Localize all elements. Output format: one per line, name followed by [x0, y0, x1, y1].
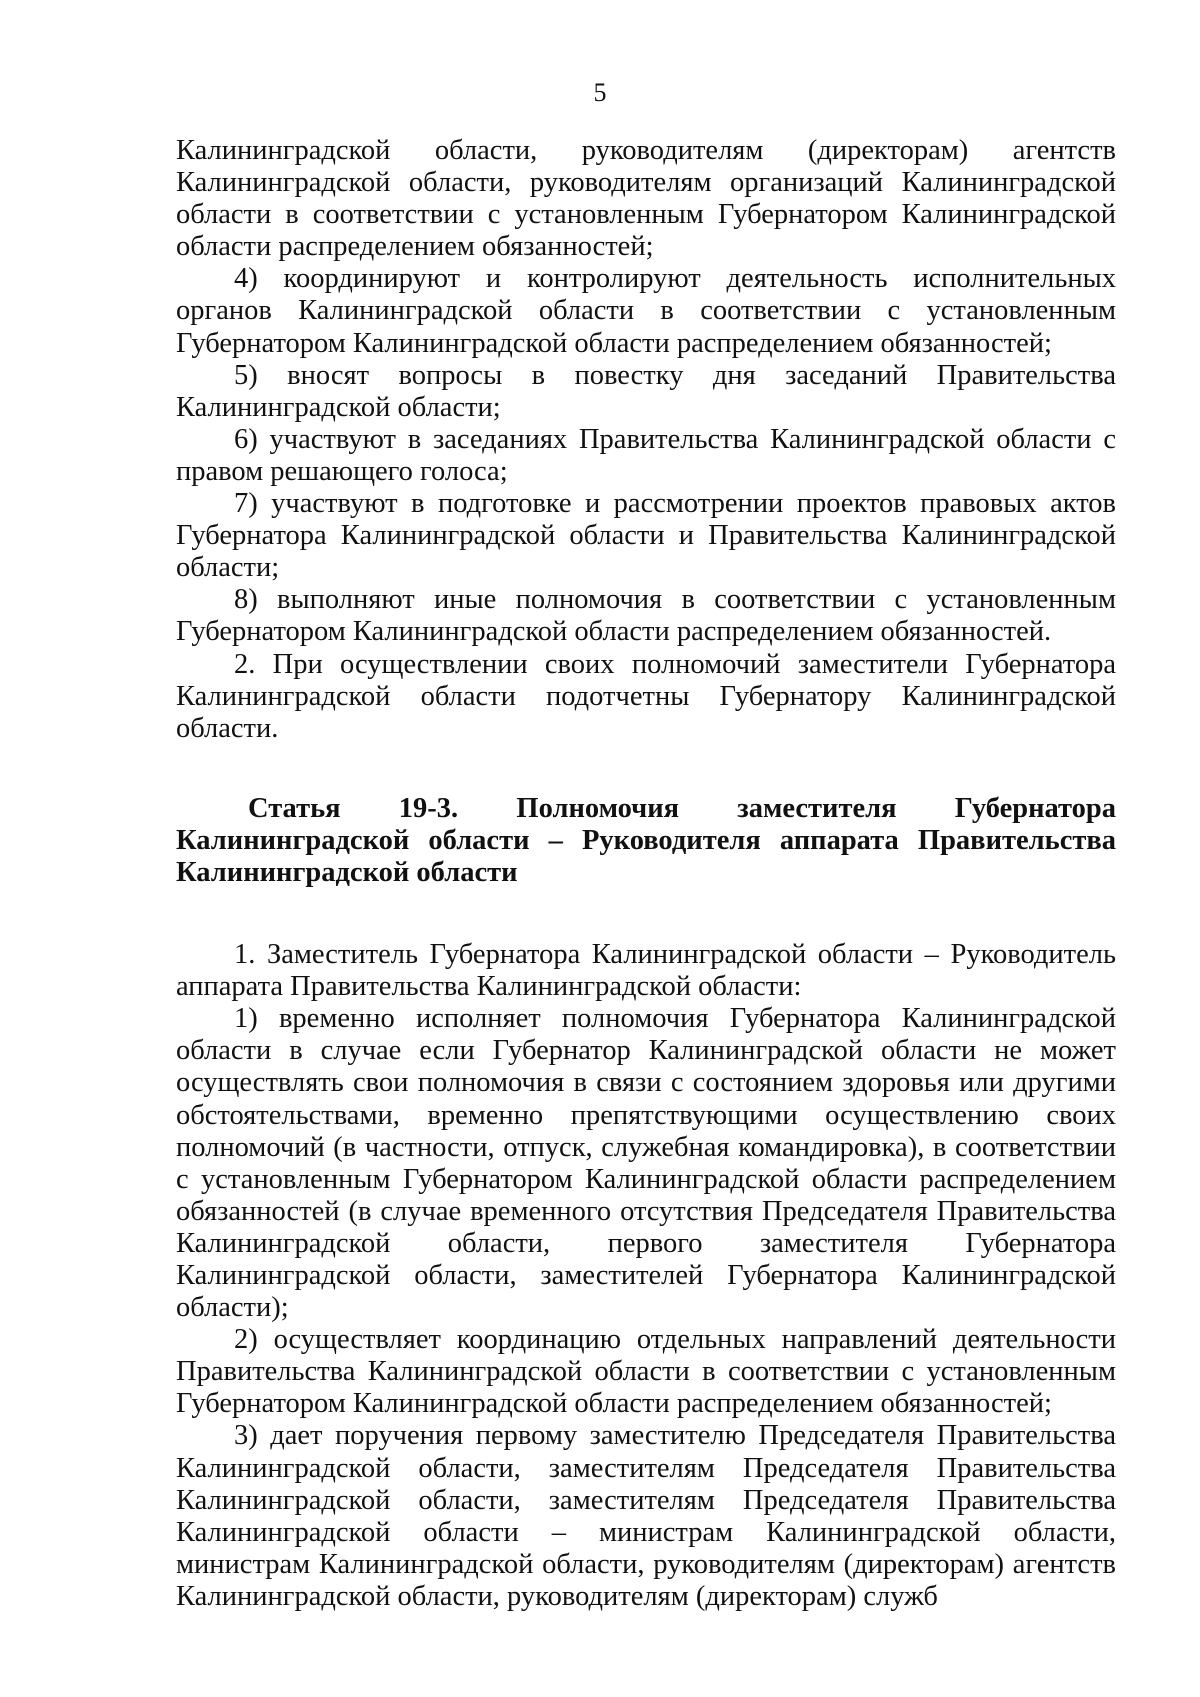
paragraph-subitem-3: 3) дает поручения первому заместителю Председателя Правительства Калининградской области, заместителям Председателя Правительства Калининградской области, заместителям Председателя Правительства Калининградской области – министрам Калининградской области, министрам Калининградской области, руководителям (директорам) агентств Калининградской области, руководителям (директорам) служб [176, 1420, 1116, 1612]
paragraph-subitem-2: 2) осуществляет координацию отдельных направлений деятельности Правительства Калининградской области в соответствии с установленным Губернатором Калининградской области распределением обязанностей; [176, 1324, 1116, 1420]
page-number: 5 [593, 78, 607, 107]
paragraph-clause-2: 2. При осуществлении своих полномочий заместители Губернатора Калининградской области подотчетны Губернатору Калининградской области. [176, 648, 1116, 744]
article-heading: Статья 19-3. Полномочия заместителя Губернатора Калининградской области – Руководителя аппарата Правительства Калининградской области [176, 792, 1116, 888]
paragraph-subitem-1: 1) временно исполняет полномочия Губернатора Калининградской области в случае если Губернатор Калининградской области не может осуществлять свои полномочия в связи с состоянием здоровья или другими обстоятельствами, временно препятствующими осуществлению своих полномочий (в частности, отпуск, служебная командировка), в соответствии с установленным Губернатором Калининградской области распределением обязанностей (в случае временного отсутствия Председателя Правительства Калининградской области, первого заместителя Губернатора Калининградской области, заместителей Губернатора Калининградской области); [176, 1003, 1116, 1324]
paragraph-item-8: 8) выполняют иные полномочия в соответствии с установленным Губернатором Калининградской области распределением обязанностей. [176, 584, 1116, 648]
paragraph-item-6: 6) участвуют в заседаниях Правительства Калининградской области с правом решающего голоса; [176, 423, 1116, 487]
paragraph-clause-1: 1. Заместитель Губернатора Калининградской области – Руководитель аппарата Правительства Калининградской области: [176, 939, 1116, 1003]
paragraph-continuation: Калининградской области, руководителям (директорам) агентств Калининградской области, руководителям организаций Калининградской области в соответствии с установленным Губернатором Калининградской области распределением обязанностей; [176, 135, 1116, 263]
paragraph-item-4: 4) координируют и контролируют деятельность исполнительных органов Калининградской области в соответствии с установленным Губернатором Калининградской области распределением обязанностей; [176, 263, 1116, 359]
paragraph-item-7: 7) участвуют в подготовке и рассмотрении проектов правовых актов Губернатора Калининградской области и Правительства Калининградской области; [176, 488, 1116, 584]
paragraph-item-5: 5) вносят вопросы в повестку дня заседаний Правительства Калининградской области; [176, 359, 1116, 423]
document-body [176, 135, 1116, 1613]
